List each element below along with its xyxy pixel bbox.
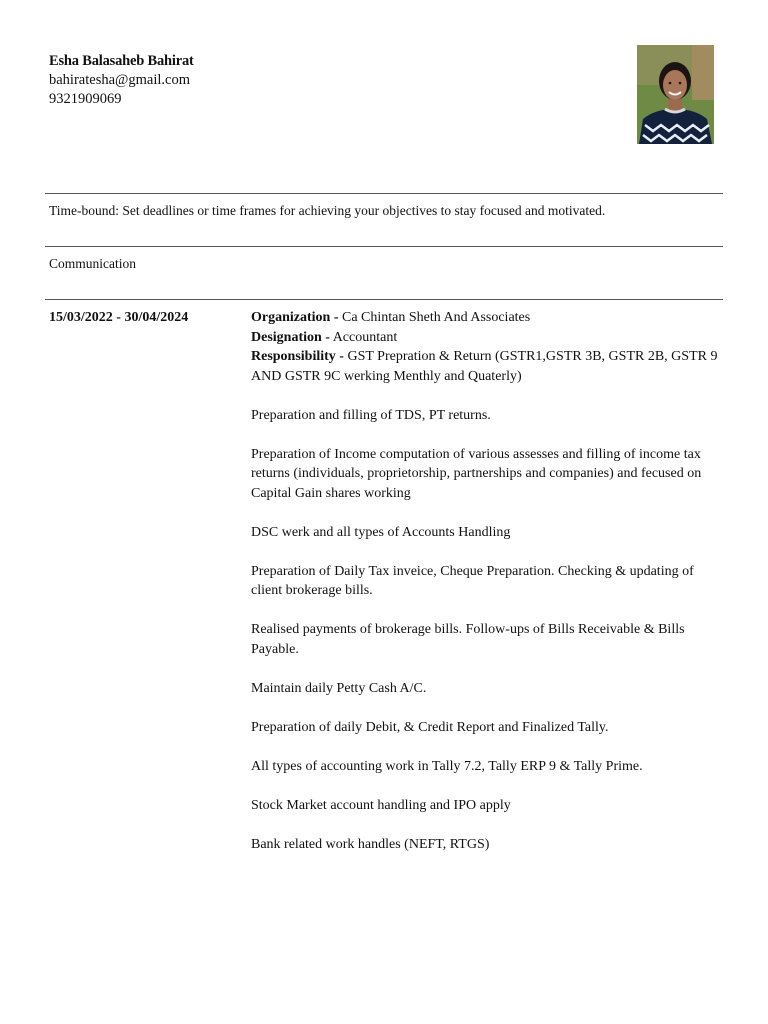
- duty-item: Preparation of Income computation of various assesses and filling of income tax returns (individuals, proprietorship, partnerships and companies) and fecused on Capital Gain shares working: [251, 446, 702, 501]
- organization-value: Ca Chintan Sheth And Associates: [342, 310, 531, 325]
- designation-line: [251, 328, 723, 348]
- duty-item: Bank related work handles (NEFT, RTGS): [251, 836, 490, 852]
- organization-line: [251, 308, 723, 328]
- designation-value: Accountant: [332, 329, 398, 345]
- experience-details: [251, 308, 723, 854]
- section-divider: [45, 246, 723, 247]
- section-divider: [45, 299, 723, 300]
- duty-item: Realised payments of brokerage bills. Follow-ups of Bills Receivable & Bills Payable.: [251, 622, 685, 657]
- section-divider: [45, 193, 723, 194]
- duty-item: DSC werk and all types of Accounts Handling: [251, 524, 511, 540]
- employment-period: 15/03/2022 - 30/04/2024: [49, 310, 189, 325]
- profile-photo-illustration: [637, 45, 714, 144]
- objective-text: Time-bound: Set deadlines or time frames for achieving your objectives to stay focused and motivated.: [49, 203, 606, 218]
- responsibility-value: GST Prepration & Return (GSTR1,GSTR 3B, GSTR 2B, GSTR 9 AND GSTR 9C werking Menthly and Quaterly): [251, 349, 718, 384]
- responsibility-label: Responsibility -: [251, 349, 344, 364]
- profile-photo: [637, 45, 714, 144]
- candidate-name: Esha Balasaheb Bahirat: [49, 53, 194, 69]
- organization-label: Organization -: [251, 310, 339, 325]
- contact-header: [49, 52, 194, 109]
- designation-label: Designation -: [251, 329, 330, 345]
- responsibility-line: [251, 347, 723, 386]
- phone-number: 9321909069: [49, 91, 122, 107]
- duty-item: All types of accounting work in Tally 7.2, Tally ERP 9 & Tally Prime.: [251, 758, 643, 774]
- email-address: bahiratesha@gmail.com: [49, 72, 190, 88]
- duty-item: Preparation of daily Debit, & Credit Report and Finalized Tally.: [251, 719, 609, 735]
- duty-item: Preparation of Daily Tax inveice, Cheque Preparation. Checking & updating of client brokerage bills.: [251, 563, 694, 598]
- skills-text: Communication: [49, 256, 136, 271]
- duty-item: Maintain daily Petty Cash A/C.: [251, 680, 427, 696]
- duty-item: Preparation and filling of TDS, PT returns.: [251, 407, 491, 423]
- duty-item: Stock Market account handling and IPO apply: [251, 797, 511, 813]
